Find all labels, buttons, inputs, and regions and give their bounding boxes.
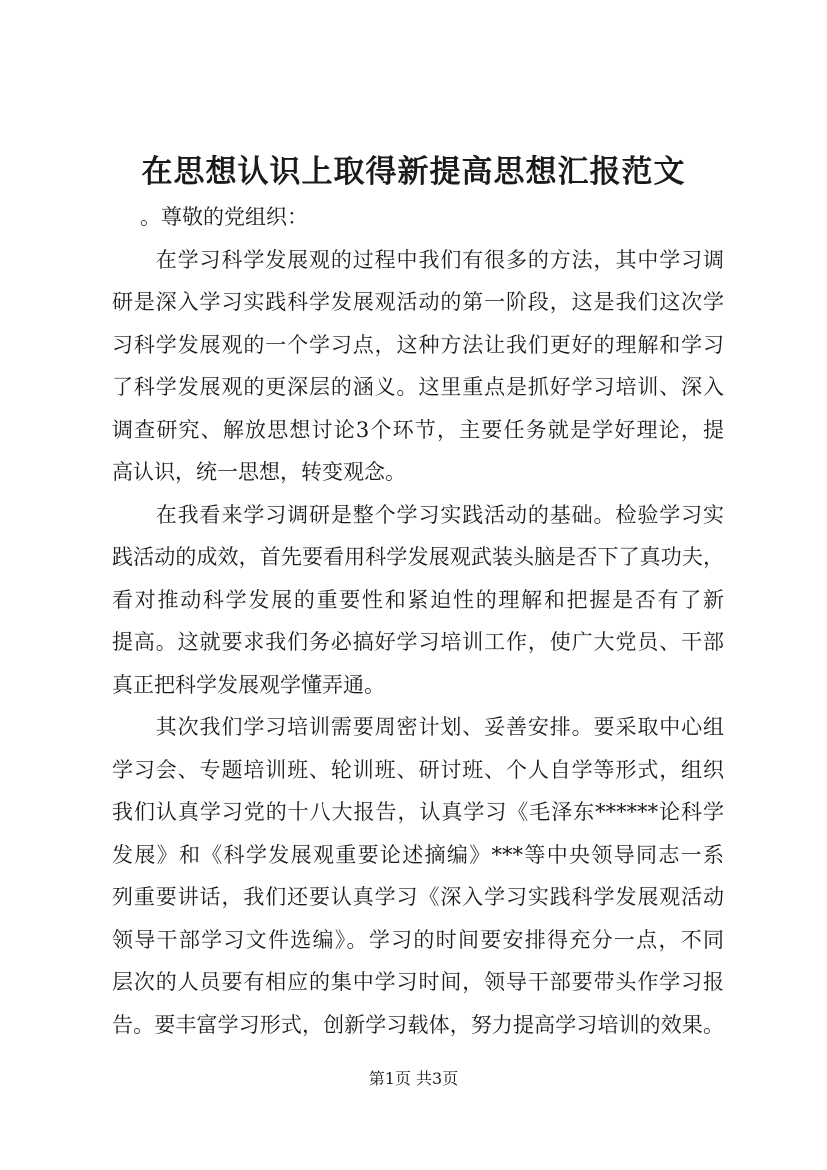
paragraph-1	[112, 239, 724, 494]
paragraph-line: 层次的人员要有相应的集中学习时间，领导干部要带头作学习报	[112, 970, 724, 994]
paragraph-line: 发展》和《科学发展观重要论述摘编》***等中央领导同志一系	[112, 842, 724, 867]
page-indicator: 第1页 共3页	[368, 1069, 459, 1088]
paragraph-line: 列重要讲话，我们还要认真学习《深入学习实践科学发展观活动	[112, 885, 724, 909]
paragraph-line: 其次我们学习培训需要周密计划、妥善安排。要采取中心组	[112, 715, 724, 739]
paragraph-line: 了科学发展观的更深层的涵义。这里重点是抓好学习培训、深入	[112, 375, 724, 399]
salutation: 。尊敬的党组织：	[140, 205, 308, 229]
paragraph-line: 习科学发展观的一个学习点，这种方法让我们更好的理解和学习	[112, 332, 724, 357]
paragraph-line: 学习会、专题培训班、轮训班、研讨班、个人自学等形式，组织	[112, 757, 724, 782]
document-title: 在思想认识上取得新提高思想汇报范文	[141, 154, 686, 190]
paragraph-line: 在学习科学发展观的过程中我们有很多的方法，其中学习调	[112, 247, 724, 272]
paragraph-line: 我们认真学习党的十八大报告，认真学习《毛泽东******论科学	[112, 800, 724, 824]
paragraph-line: 调查研究、解放思想讨论3个环节，主要任务就是学好理论，提	[112, 417, 724, 442]
paragraph-line: 提高。这就要求我们务必搞好学习培训工作，使广大党员、干部	[112, 630, 724, 654]
paragraph-line: 高认识，统一思想，转变观念。	[112, 460, 406, 484]
paragraph-line: 告。要丰富学习形式，创新学习载体，努力提高学习培训的效果。	[112, 1012, 724, 1037]
paragraph-2	[112, 494, 724, 707]
document-body	[112, 196, 724, 1046]
paragraph-3	[112, 706, 724, 1046]
paragraph-line: 研是深入学习实践科学发展观活动的第一阶段，这是我们这次学	[112, 290, 724, 314]
paragraph-line: 在我看来学习调研是整个学习实践活动的基础。检验学习实	[112, 502, 724, 527]
paragraph-line: 看对推动科学发展的重要性和紧迫性的理解和把握是否有了新	[112, 587, 724, 612]
paragraph-line: 践活动的成效，首先要看用科学发展观武装头脑是否下了真功夫，	[112, 545, 724, 569]
paragraph-line: 真正把科学发展观学懂弄通。	[112, 672, 385, 697]
paragraph-line: 领导干部学习文件选编》。学习的时间要安排得充分一点，不同	[112, 927, 724, 952]
